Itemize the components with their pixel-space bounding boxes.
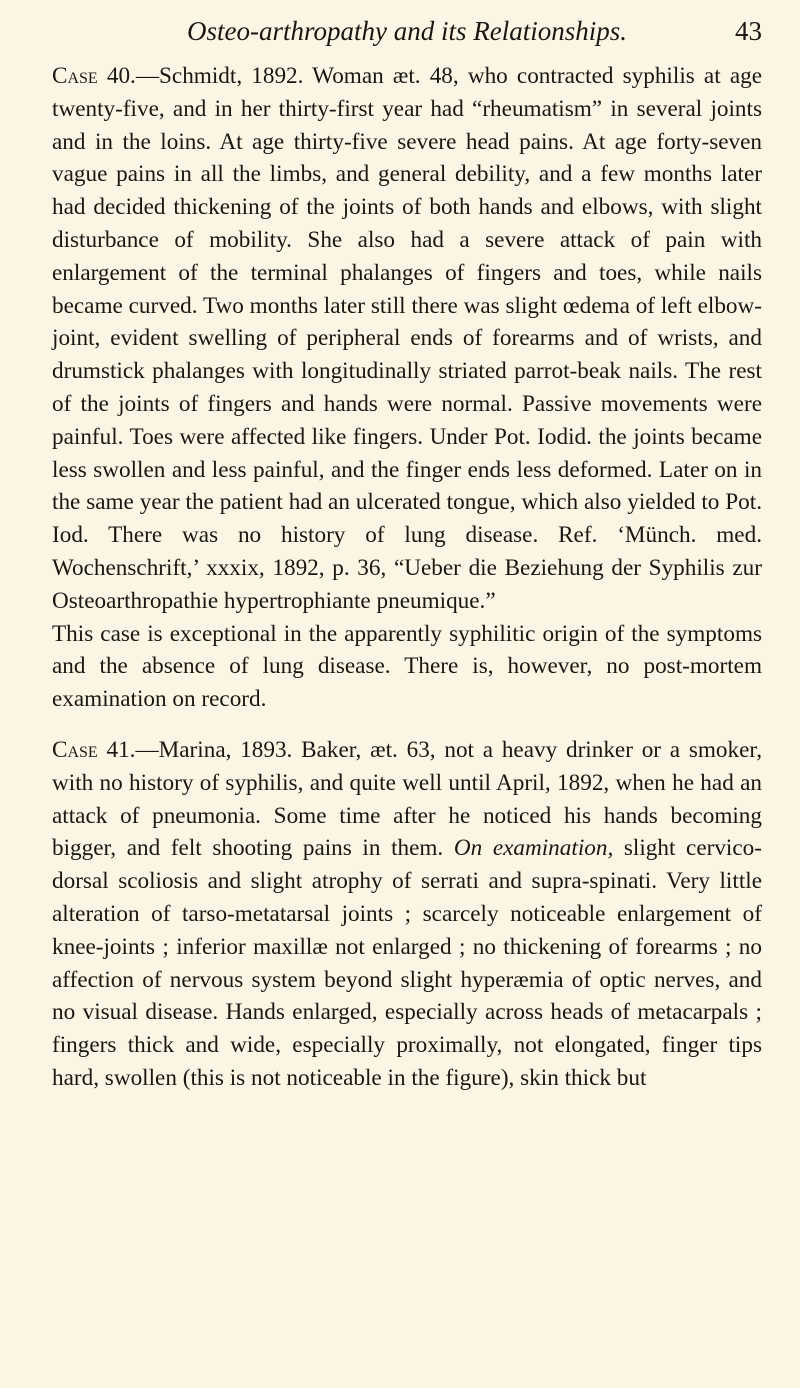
case-41-intro: 41.—Marina, 1893. Baker, æt. 63, not a heavy drinker or a smoker, with no history of syphilis, and quite well until April, 1892, when he had an attack of pneumonia. Some time after he noticed his hands becoming bigger, and felt shooting pains in them. bbox=[52, 736, 762, 862]
case-41-exam-phrase: On examination, bbox=[453, 835, 614, 862]
section-gap bbox=[52, 716, 762, 734]
case-41-paragraph bbox=[52, 734, 762, 1095]
case-40-comment: This case is exceptional in the apparently syphilitic origin of the symptoms and the absence of lung disease. There is, however, no post-mortem examination on record. bbox=[52, 620, 762, 713]
page-number: 43 bbox=[735, 16, 762, 46]
case-40-paragraph bbox=[52, 60, 762, 618]
running-head bbox=[52, 14, 762, 48]
case-41-label: Case bbox=[52, 736, 98, 763]
book-page bbox=[52, 14, 762, 1095]
case-41-rest: slight cervico-dorsal scoliosis and slight atrophy of serrati and supra-spinati. Very little alteration of tarso-metatarsal joints ; scarcely noticeable enlargement of knee-joints ; inferior maxillæ not enlarged ; no thickening of forearms ; no affection of nervous system beyond slight hyperæmia of optic nerves, and no visual disease. Hands enlarged, especially across heads of metacarpals ; fingers thick and wide, especially proximally, not elongated, finger tips hard, swollen (this is not noticeable in the figure), skin thick but bbox=[52, 835, 762, 1091]
case-40-body: 40.—Schmidt, 1892. Woman æt. 48, who contracted syphilis at age twenty-five, and in her thirty-first year had “rheumatism” in several joints and in the loins. At age thirty-five severe head pains. At age forty-seven vague pains in all the limbs, and general debility, and a few months later had decided thickening of the joints of both hands and elbows, with slight disturbance of mobility. She also had a severe attack of pain with enlargement of the terminal phalanges of fingers and toes, while nails became curved. Two months later still there was slight œdema of left elbow-joint, evident swelling of peripheral ends of forearms and of wrists, and drumstick phalanges with longitudinally striated parrot-beak nails. The rest of the joints of fingers and hands were normal. Passive movements were painful. Toes were affected like fingers. Under Pot. Iodid. the joints became less swollen and less painful, and the finger ends less deformed. Later on in the same year the patient had an ulcerated tongue, which also yielded to Pot. Iod. There was no history of lung disease. Ref. ‘Münch. med. Wochenschrift,’ xxxix, 1892, p. 36, “Ueber die Beziehung der Syphilis zur Osteoarthropathie hypertrophiante pneumique.” bbox=[52, 63, 762, 614]
case-40-label: Case bbox=[52, 63, 98, 89]
running-title: Osteo-arthropathy and its Relationships. bbox=[187, 16, 627, 46]
